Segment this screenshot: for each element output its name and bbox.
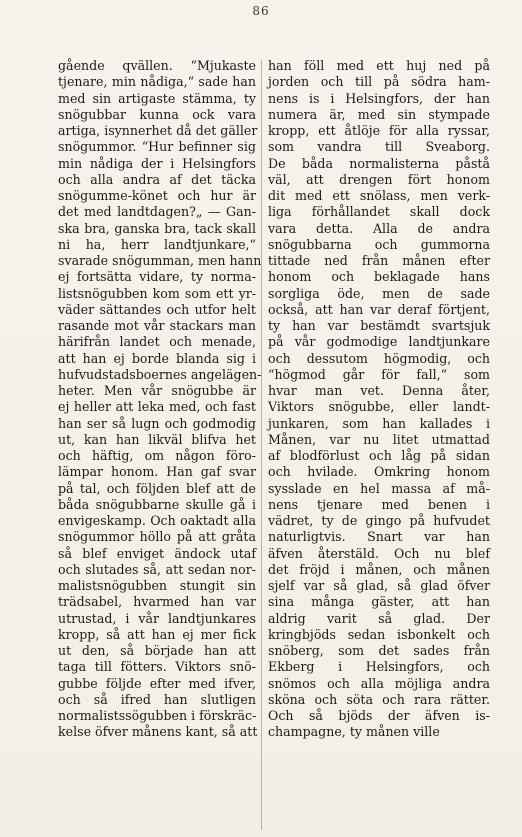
text-line: ska bra, ganska bra, tack skall	[58, 220, 256, 236]
text-line: på tal, och följden blef att de	[58, 480, 256, 496]
text-line: ty han var bestämdt svartsjuk	[268, 318, 490, 333]
text-line: också, att han var deraf förtjent,	[268, 301, 490, 317]
text-line: kringbjöds sedan isbonkelt och	[268, 626, 490, 642]
text-line: normalistssögubben i förskräc-	[58, 708, 257, 723]
text-line: kropp, ett åtlöje för alla ryssar,	[268, 123, 490, 138]
text-line: sina många gäster, att han	[268, 594, 490, 610]
text-line: och häftig, om någon föro-	[58, 448, 256, 463]
text-line: nens tjenare med benen i	[268, 496, 490, 512]
text-line: gubbe följde efter med ifver,	[58, 675, 256, 691]
text-line: rasande mot vår stackars man	[58, 318, 256, 333]
text-line: så blef enviget ändock utaf	[58, 545, 256, 561]
text-line: vara detta. Alla de andra	[268, 220, 490, 236]
text-line: det med landtdagen?„ — Gan-	[58, 204, 256, 220]
text-line: och dessutom högmodig, och	[268, 350, 490, 366]
text-line: äfven återstäld. Och nu blef	[268, 545, 490, 561]
text-line: sysslade en hel massa af må-	[268, 480, 490, 496]
text-line: att han ej borde blanda sig i	[58, 350, 256, 366]
text-line: sjelf var så glad, så glad öfver	[268, 578, 490, 593]
text-line: Ekberg i Helsingfors, och	[268, 659, 490, 675]
text-line: han föll med ett huj ned på	[268, 58, 490, 73]
text-line: malistsnögubben stungit sin	[58, 578, 256, 593]
text-line: min nådiga der i Helsingfors	[58, 155, 256, 171]
text-line: trädsabel, hvarmed han var	[58, 594, 256, 610]
text-line: naturligtvis. Snart var han	[268, 529, 490, 545]
text-line: Viktors snögubbe, eller landt-	[268, 399, 490, 415]
text-line: nens is i Helsingfors, der han	[268, 90, 490, 106]
text-line: vädret, ty de gingo på hufvudet	[268, 513, 490, 528]
text-line: ej fortsätta vidare, ty norma-	[58, 269, 256, 285]
text-line: kelse öfver månens kant, så att	[58, 724, 258, 740]
text-line: taga till fötters. Viktors snö-	[58, 659, 256, 675]
text-line: gående qvällen. “Mjukaste	[58, 58, 256, 73]
text-line: och så ifred han slutligen	[58, 691, 256, 707]
text-line: med sin artigaste stämma, ty	[58, 90, 256, 106]
text-line: snögubbar kunna ock vara	[58, 106, 256, 122]
text-line: hvar man vet. Denna åter,	[268, 383, 490, 398]
text-line: numera är, med sin stympade	[268, 106, 490, 122]
text-line: aldrig varit så glad. Der	[268, 610, 490, 626]
text-line: listsnögubben kom som ett yr-	[58, 285, 256, 301]
text-line: kropp, så att han ej mer fick	[58, 626, 256, 642]
text-line: snömos och alla möjliga andra	[268, 675, 490, 691]
text-line: snöberg, som det sades från	[268, 643, 490, 658]
text-line: ut, kan han likväl blifva het	[58, 431, 256, 447]
text-line: lämpar honom. Han gaf svar	[58, 464, 256, 480]
text-line: dit med ett snölass, men verk-	[268, 188, 490, 203]
text-line: ej heller att leka med, och fast	[58, 399, 256, 415]
text-line: jorden och till på södra ham-	[268, 74, 490, 90]
text-line: snögummor. “Hur befinner sig	[58, 139, 256, 155]
text-line: tittade ned från månen efter	[268, 253, 490, 268]
text-line: heter. Men vår snögubbe är	[58, 383, 256, 398]
text-line: och hvilade. Omkring honom	[268, 464, 490, 480]
text-line: sköna och söta och rara rätter.	[268, 691, 490, 707]
text-line: Och så bjöds der äfven is-	[268, 708, 490, 723]
text-line: härifrån landet och menade,	[58, 334, 256, 350]
text-line: liga förhållandet skall dock	[268, 204, 490, 220]
text-line: envigeskamp. Och oaktadt alla	[58, 513, 256, 528]
text-line: snögumme-könet och hur är	[58, 188, 256, 203]
column-divider	[261, 60, 262, 830]
text-line: artiga, isynnerhet då det gäller	[58, 123, 258, 138]
text-line: Månen, var nu litet utmattad	[268, 431, 490, 447]
text-line: De båda normalisterna påstå	[268, 155, 490, 171]
left-text-column	[58, 58, 262, 741]
text-line: han ser så lugn och godmodig	[58, 415, 256, 431]
text-line: sorgliga öde, men de sade	[268, 285, 490, 301]
text-line: snögummor höllo på att gråta	[58, 529, 256, 545]
page-number: 86	[252, 4, 270, 18]
text-line: och alla andra af det täcka	[58, 171, 256, 187]
text-line: honom och beklagade hans	[268, 269, 490, 285]
text-line: “högmod går för fall,“ som	[268, 366, 490, 382]
text-line: svarade snögumman, men hann	[58, 253, 262, 268]
text-line: ni ha, herr landtjunkare,“	[58, 236, 256, 252]
text-line: tjenare, min nådiga,“ sade han	[58, 74, 256, 90]
text-line: hufvudstadsboernes angelägen-	[58, 366, 262, 382]
text-line: som vandra till Sveaborg.	[268, 139, 490, 155]
text-line: på vår godmodige landtjunkare	[268, 334, 490, 350]
text-line: snögubbarna och gummorna	[268, 236, 490, 252]
right-text-column	[268, 58, 490, 741]
text-line: båda snögubbarne skulle gå i	[58, 496, 256, 512]
text-line: utrustad, i vår landtjunkares	[58, 610, 256, 626]
text-line: väl, att drengen fört honom	[268, 171, 490, 187]
text-line: junkaren, som han kallades i	[268, 415, 490, 431]
text-line: champagne, ty månen ville	[268, 724, 440, 740]
text-line: af blodförlust och låg på sidan	[268, 448, 490, 463]
text-line: väder sättandes och utfor helt	[58, 301, 256, 317]
text-line: det fröjd i månen, och månen	[268, 561, 490, 577]
text-line: och slutades så, att sedan nor-	[58, 561, 256, 577]
text-line: ut den, så började han att	[58, 643, 256, 658]
